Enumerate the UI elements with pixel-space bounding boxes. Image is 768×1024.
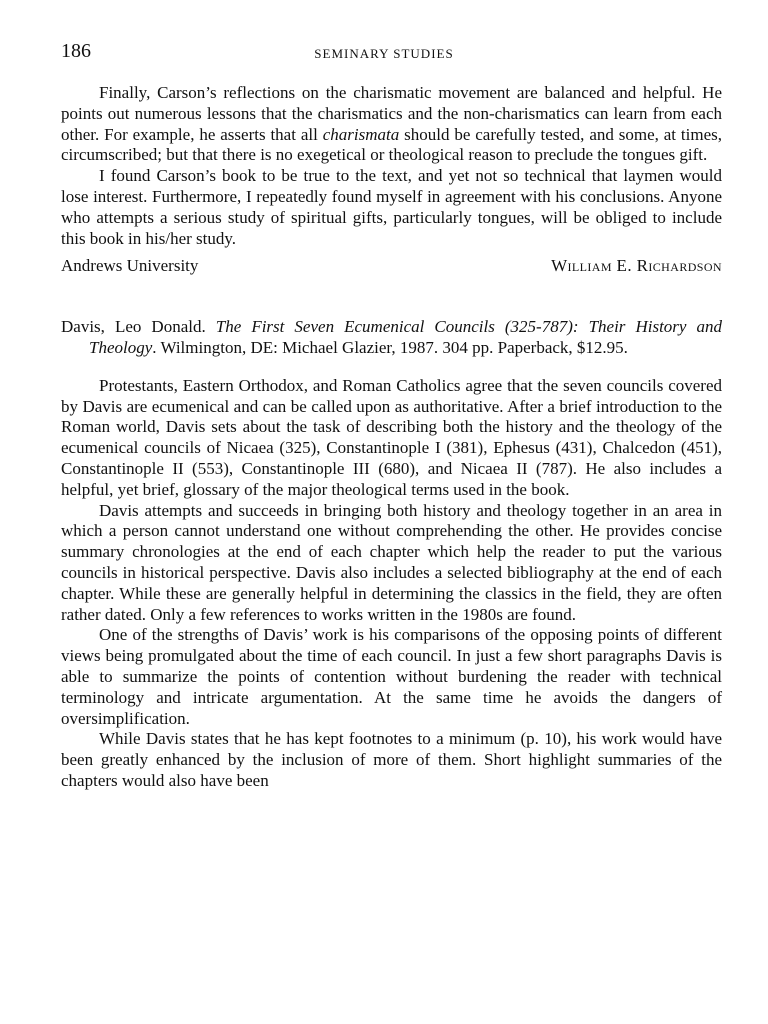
running-head: SEMINARY STUDIES bbox=[314, 46, 454, 61]
citation-publication: . Wilmington, DE: Michael Glazier, 1987. 304 pp. Paperback, $12.95. bbox=[152, 337, 628, 357]
review1-paragraph-1 bbox=[61, 83, 722, 166]
reviewer-name: William E. Richardson bbox=[551, 256, 722, 276]
review1-paragraph-2: I found Carson’s book to be true to the text, and yet not so technical that laymen would lose interest. Furthermore, I repeatedly found myself in agreement with his conclusions. Anyone who attempts a serious study of spiritual gifts, particularly tongues, will be obliged to include this book in his/her study. bbox=[61, 166, 722, 248]
review2-paragraph-1: Protestants, Eastern Orthodox, and Roman Catholics agree that the seven councils covered by Davis are ecumenical and can be called upon as authoritative. After a brief introduction to the Roman world, Davis sets about the task of describing both the history and the theology of the ecumenical councils of Nicaea (325), Constantinople I (381), Ephesus (431), Chalcedon (451), Constantinople II (553), Constantinople III (680), and Nicaea II (787). He also includes a helpful, yet brief, glossary of the major theological terms used in the book. bbox=[61, 375, 722, 499]
review1-signature bbox=[61, 256, 722, 277]
citation-author: Davis, Leo Donald. bbox=[61, 317, 216, 337]
review2-paragraph-2: Davis attempts and succeeds in bringing both history and theology together in an area in which a person cannot understand one without comprehending the other. He provides concise summary chronologies at the end of each chapter which help the reader to put the various councils in historical perspective. Davis also includes a selected bibliography at the end of each chapter. While these are generally helpful in determining the classics in the field, they are often rather dated. Only a few references to works written in the 1980s are found. bbox=[61, 500, 722, 624]
review2-body bbox=[61, 376, 722, 792]
review1-p1-text-a: Finally, Carson’s reflections on the charismatic movement are balanced and helpful. He points out numerous lessons that the charismatics and the non-charismatics can learn from each other. For example, he asserts that all bbox=[61, 83, 722, 144]
citation-title: The First Seven Ecumenical Councils (325-787): Their History and Theology bbox=[89, 317, 723, 357]
review2-paragraph-4: While Davis states that he has kept footnotes to a minimum (p. 10), his work would have been greatly enhanced by the inclusion of more of them. Short highlight summaries of the chapters would also have been bbox=[61, 729, 722, 790]
book-citation bbox=[61, 317, 722, 359]
review1-p1-text-b: should be carefully tested, and some, at times, circumscribed; but that there is no exegetical or theological reason to preclude the tongues gift. bbox=[61, 124, 722, 165]
review1-p1-italic-term: charismata bbox=[322, 124, 400, 144]
page-body bbox=[61, 83, 722, 792]
reviewer-affiliation: Andrews University bbox=[61, 256, 199, 276]
review2-paragraph-3: One of the strengths of Davis’ work is his comparisons of the opposing points of different views being promulgated about the time of each council. In just a few short paragraphs Davis is able to summarize the points of contention without burdening the reader with technical terminology and intricate argumentation. At the same time he avoids the dangers of oversimplification. bbox=[61, 625, 722, 728]
page-number: 186 bbox=[61, 40, 91, 62]
